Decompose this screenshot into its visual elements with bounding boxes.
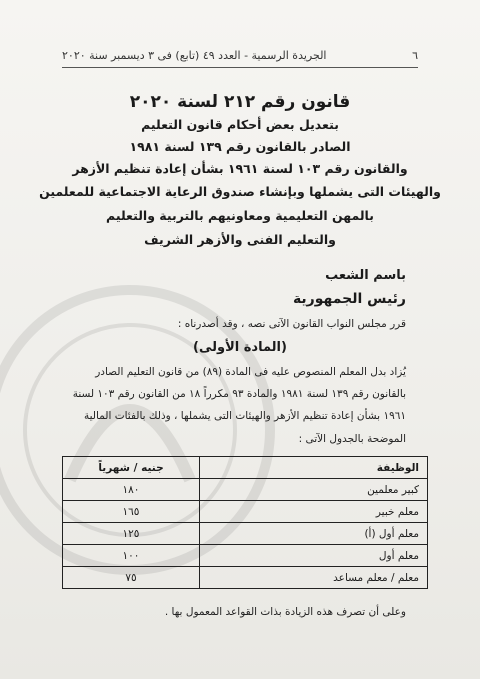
table-header-row [63,457,428,479]
law-subtitle-line-4: والقانون رقم ١٠٣ لسنة ١٩٦١ بشأن إعادة تنظيم الأزهر [72,161,408,176]
running-header [62,49,418,62]
job-cell: معلم أول [200,545,428,567]
closing-statement: وعلى أن تصرف هذه الزيادة بذات القواعد المعمول بها . [164,606,406,618]
allowance-table [62,456,428,589]
job-column-header: الوظيفة [200,457,428,479]
amount-cell: ١٢٥ [63,523,200,545]
amount-column-header: جنيه / شهرياً [63,457,200,479]
article-text-line-3: ١٩٦١ بشأن إعادة تنظيم الأزهر والهيئات التى يشملها ، وذلك بالفئات المالية [83,410,406,422]
in-name-of-people: باسم الشعب [325,268,406,283]
table-row [63,501,428,523]
law-subtitle-line-7: والتعليم الفنى والأزهر الشريف [144,232,336,247]
law-title: قانون رقم ٢١٢ لسنة ٢٠٢٠ [129,92,351,112]
table-row [63,567,428,589]
amount-cell: ٧٥ [63,567,200,589]
job-cell: معلم أول (أ) [200,523,428,545]
amount-cell: ١٦٥ [63,501,200,523]
table-row [63,479,428,501]
law-subtitle-line-6: بالمهن التعليمية ومعاونيهم بالتربية والتعليم [106,208,374,223]
job-cell: كبير معلمين [200,479,428,501]
president-heading: رئيس الجمهورية [292,291,406,307]
job-cell: معلم / معلم مساعد [200,567,428,589]
gazette-title: الجريدة الرسمية - العدد ٤٩ (تابع) فى ٣ ديسمبر سنة ٢٠٢٠ [62,49,327,62]
law-subtitle-line-2: بتعديل بعض أحكام قانون التعليم [141,117,339,132]
article-text-line-4: الموضحة بالجدول الآتى : [298,433,406,445]
amount-cell: ١٨٠ [63,479,200,501]
decree-statement: قرر مجلس النواب القانون الآتى نصه ، وقد أصدرناه : [177,318,406,330]
article-text-line-2: بالقانون رقم ١٣٩ لسنة ١٩٨١ والمادة ٩٣ مكرراً ١٨ من القانون رقم ١٠٣ لسنة [72,388,406,400]
law-subtitle-line-5: والهيئات التى يشملها وبإنشاء صندوق الرعاية الاجتماعية للمعلمين [39,184,441,199]
article-heading: (المادة الأولى) [193,340,287,355]
page-number: ٦ [412,49,418,62]
table-row [63,545,428,567]
amount-cell: ١٠٠ [63,545,200,567]
table-row [63,523,428,545]
header-divider [62,67,418,68]
law-subtitle-line-3: الصادر بالقانون رقم ١٣٩ لسنة ١٩٨١ [129,139,351,154]
article-text-line-1: يُزاد بدل المعلم المنصوص عليه فى المادة (٨٩) من قانون التعليم الصادر [95,366,406,378]
job-cell: معلم خبير [200,501,428,523]
